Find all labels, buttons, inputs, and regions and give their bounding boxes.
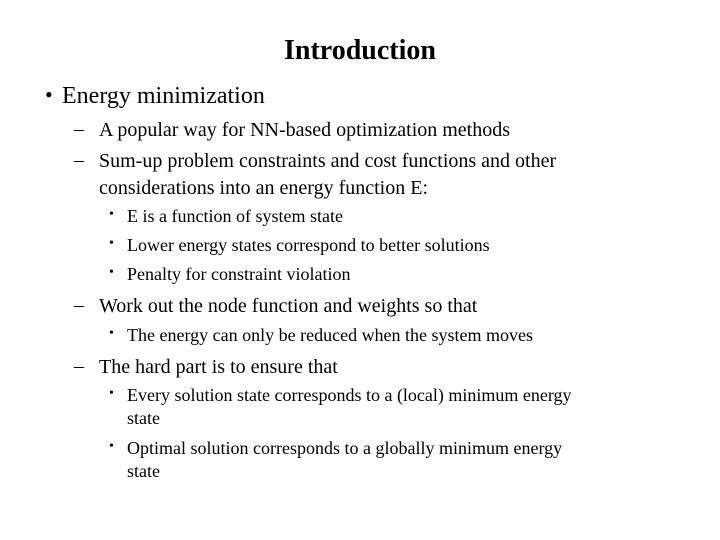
bullet-energy-minimization: Energy minimization (62, 83, 265, 109)
slide-title: Introduction (284, 35, 436, 66)
small-bullet-icon: • (109, 207, 114, 222)
subsubbullet-optimal-solution-line2: state (127, 461, 160, 481)
dash-icon: – (74, 149, 84, 171)
dash-icon: – (74, 355, 84, 377)
dash-icon: – (74, 294, 84, 316)
small-bullet-icon: • (109, 236, 114, 251)
subbullet-hard-part: The hard part is to ensure that (99, 356, 338, 378)
dash-icon: – (74, 118, 84, 140)
subbullet-popular-way: A popular way for NN-based optimization methods (99, 119, 511, 141)
bullet-icon: • (45, 82, 53, 107)
subsubbullet-optimal-solution-line1: Optimal solution corresponds to a globally minimum energy (127, 438, 563, 458)
subbullet-sum-up-line2: considerations into an energy function E: (99, 177, 428, 199)
subbullet-sum-up-line1: Sum-up problem constraints and cost functions and other (99, 150, 557, 172)
small-bullet-icon: • (109, 265, 114, 280)
small-bullet-icon: • (109, 439, 114, 454)
small-bullet-icon: • (109, 386, 114, 401)
subsubbullet-energy-reduced: The energy can only be reduced when the system moves (127, 325, 534, 345)
subsubbullet-penalty: Penalty for constraint violation (127, 264, 351, 284)
subsubbullet-every-solution-line1: Every solution state corresponds to a (local) minimum energy (127, 385, 572, 405)
small-bullet-icon: • (109, 326, 114, 341)
subsubbullet-lower-energy: Lower energy states correspond to better solutions (127, 235, 490, 255)
subsubbullet-every-solution-line2: state (127, 408, 160, 428)
subbullet-work-out: Work out the node function and weights so that (99, 295, 478, 317)
subsubbullet-function-of-state: E is a function of system state (127, 206, 343, 226)
